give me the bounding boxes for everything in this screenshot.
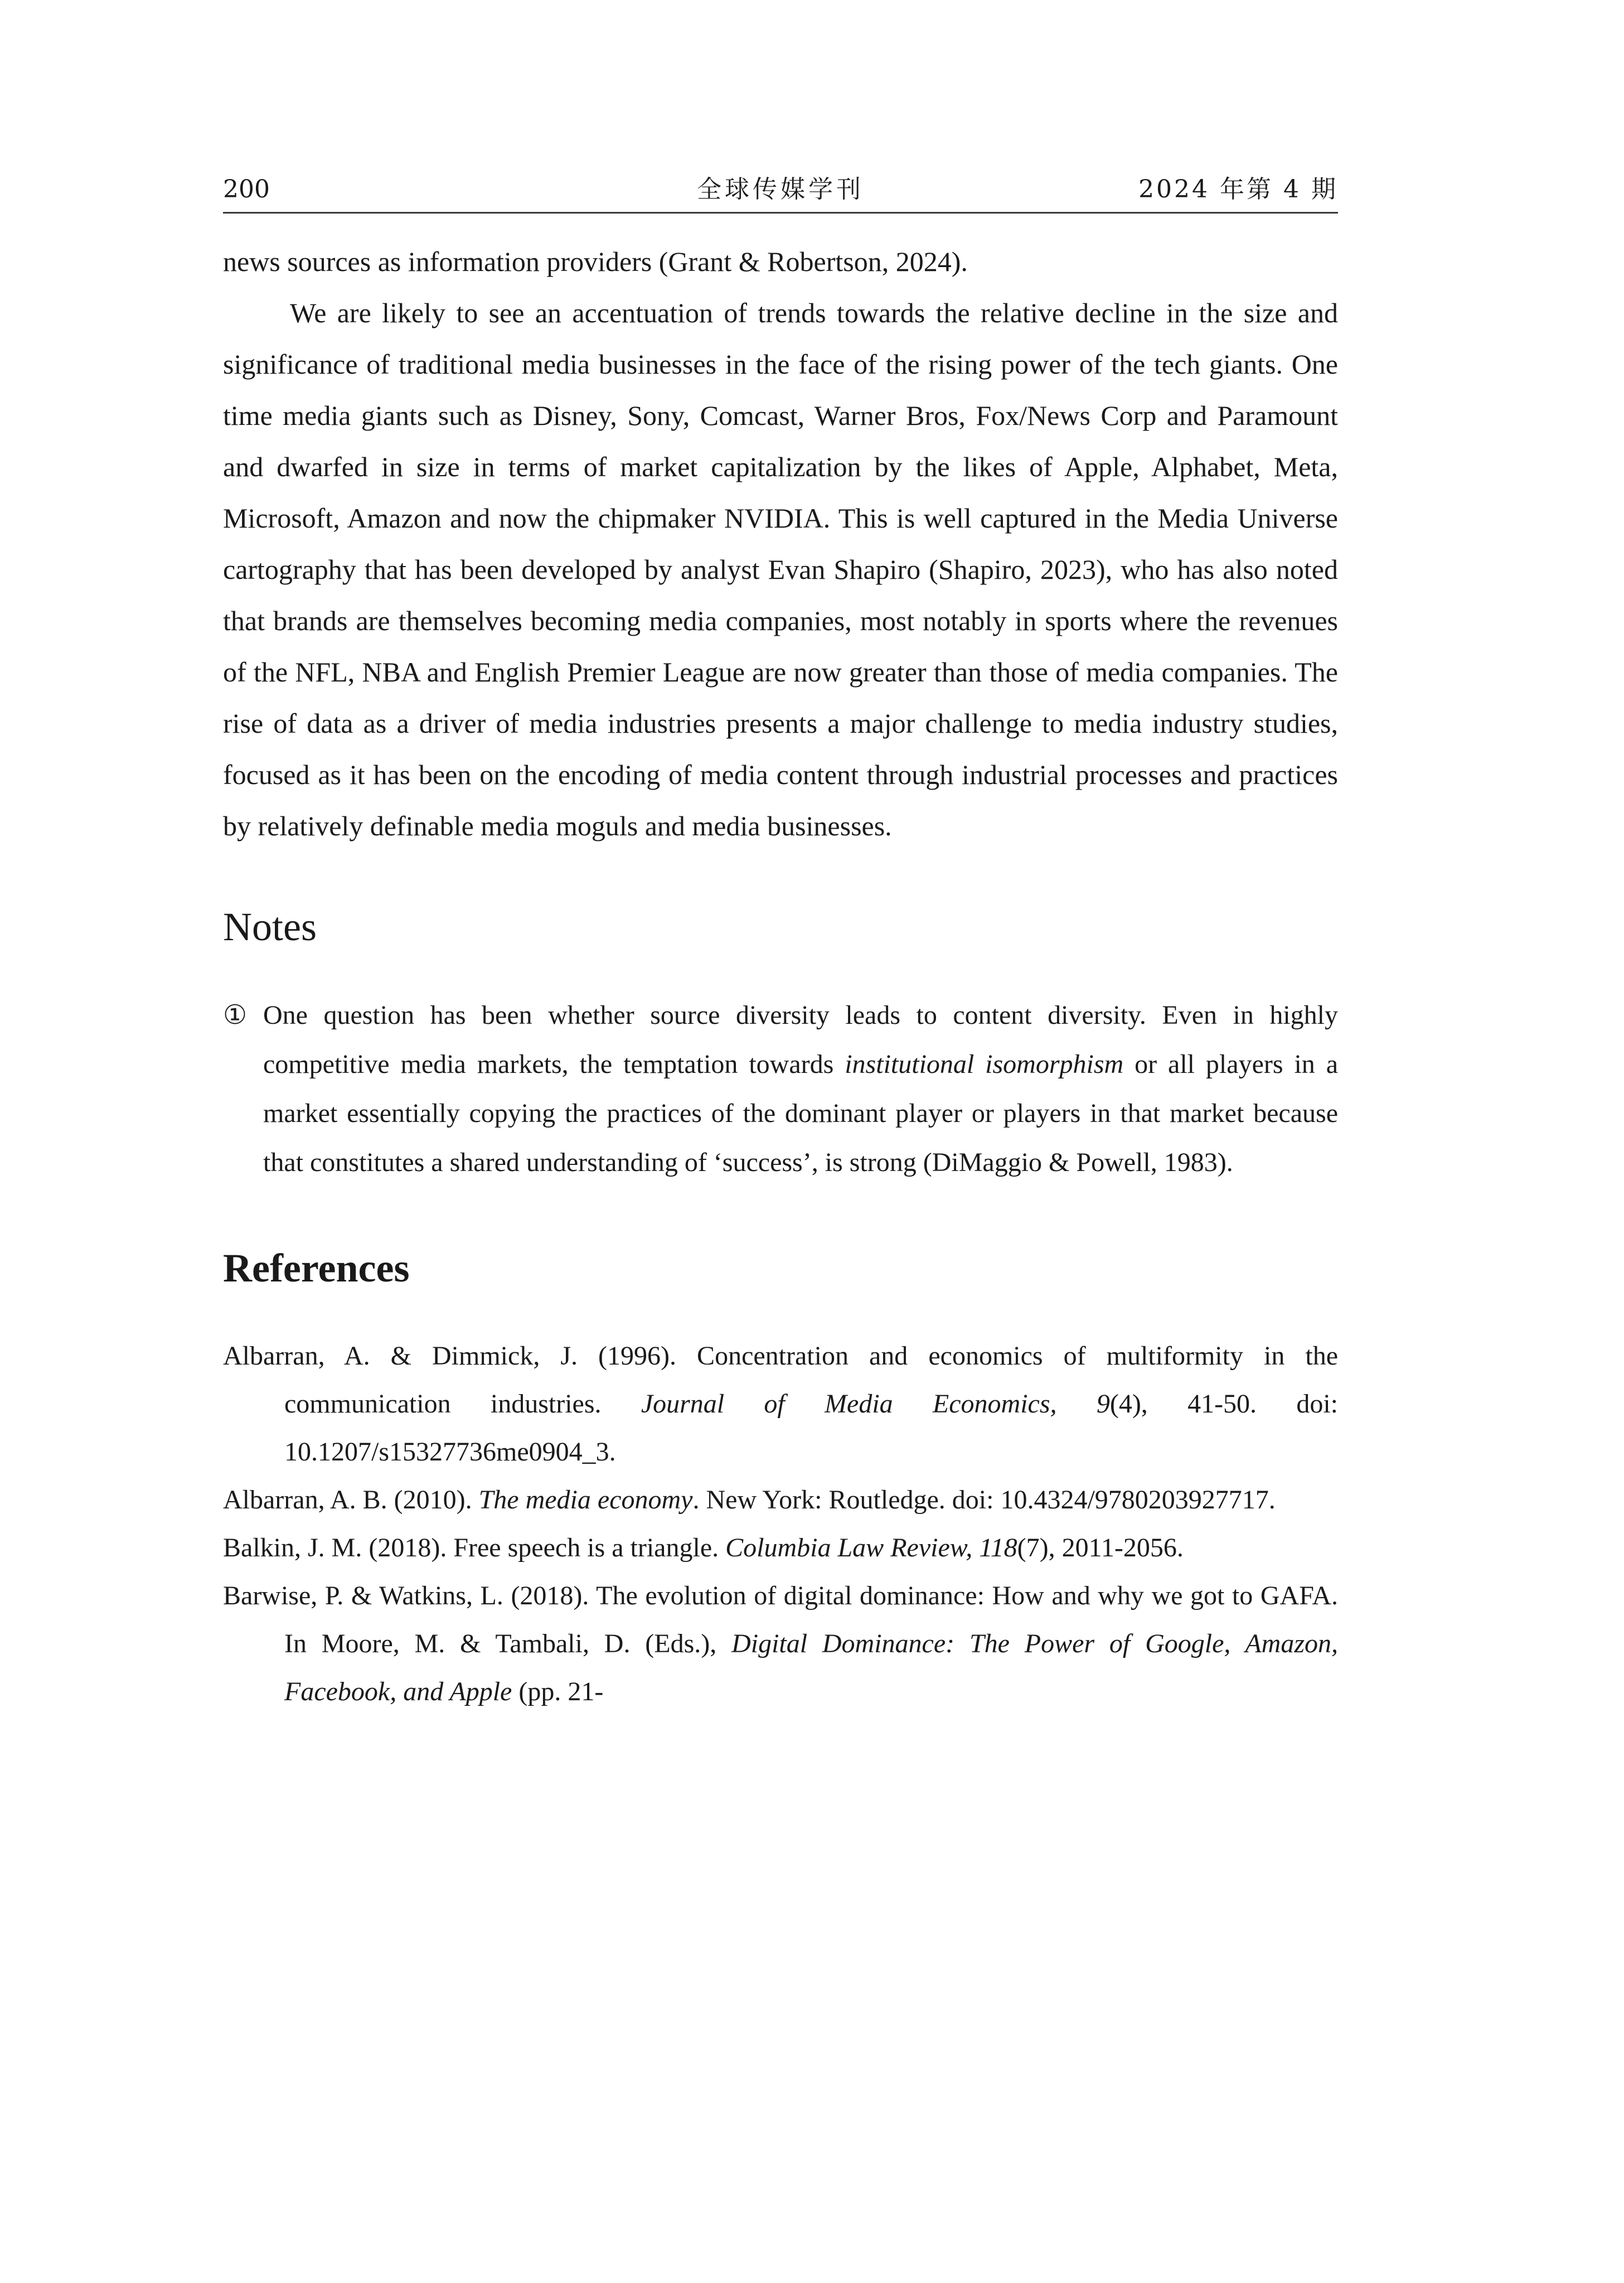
reference-source: Digital Dominance: The Power of Google, Amazon, Facebook, and Apple [284, 1629, 1338, 1706]
note-text: One question has been whether source diversity leads to content diversity. Even in highly competitive media markets, the temptation towards [263, 1000, 1338, 1079]
note-italic-term: institutional isomorphism [845, 1049, 1124, 1079]
reference-text: Barwise, P. & Watkins, L. (2018). The evolution of digital dominance: How and why we got to GAFA. In Moore, M. & Tambali, D. (Eds.), [223, 1581, 1338, 1658]
reference-text: Albarran, A. & Dimmick, J. (1996). Concentration and economics of multiformity in the communication industries. [223, 1341, 1338, 1419]
paragraph: We are likely to see an accentuation of trends towards the relative decline in the size and significance of traditional media businesses in the face of the rising power of the tech giants. One time media giants such as Disney, Sony, Comcast, Warner Bros, Fox/News Corp and Paramount and dwarfed in size in terms of market capitalization by the likes of Apple, Alphabet, Meta, Microsoft, Amazon and now the chipmaker NVIDIA. This is well captured in the Media Universe cartography that has been developed by analyst Evan Shapiro (Shapiro, 2023), who has also noted that brands are themselves becoming media companies, most notably in sports where the revenues of the NFL, NBA and English Premier League are now greater than those of media companies. The rise of data as a driver of media industries presents a major challenge to media industry studies, focused as it has been on the encoding of media content through industrial processes and practices by relatively definable media moguls and media businesses. [223, 297, 1338, 841]
reference-item [223, 1524, 1338, 1572]
paragraph-continued: news sources as information providers (Grant & Robertson, 2024). [223, 246, 968, 277]
page-number: 200 [223, 175, 270, 204]
reference-text: (7), 2011-2056. [1017, 1533, 1184, 1563]
reference-source: The media economy [478, 1485, 693, 1515]
page [223, 167, 1338, 1716]
issue-label: 2024 年第 4 期 [1138, 175, 1338, 204]
notes-heading: Notes [223, 905, 317, 949]
reference-source: Journal of Media Economics, 9 [641, 1389, 1110, 1419]
reference-text: Albarran, A. B. (2010). [223, 1485, 479, 1515]
reference-item [223, 1332, 1338, 1476]
body-text [223, 236, 1338, 852]
reference-source: Columbia Law Review, 118 [725, 1533, 1017, 1563]
reference-list [223, 1332, 1338, 1716]
reference-text: (pp. 21- [512, 1677, 604, 1706]
note-marker: ① [223, 1000, 248, 1030]
references-heading: References [223, 1246, 410, 1290]
reference-text: (4), 41-50. doi: 10.1207/s15327736me0904_3. [284, 1389, 1339, 1467]
journal-title: 全球传媒学刊 [697, 175, 864, 204]
reference-item [223, 1476, 1338, 1524]
reference-text: Balkin, J. M. (2018). Free speech is a triangle. [223, 1533, 726, 1563]
reference-text: . New York: Routledge. doi: 10.4324/9780203927717. [692, 1485, 1276, 1515]
running-header [223, 167, 1338, 214]
note-text: or all players in a market essentially copying the practices of the dominant player or players in that market because that constitutes a shared understanding of ‘success’, is strong (DiMaggio & Powell, 1983). [263, 1049, 1339, 1177]
reference-item [223, 1572, 1338, 1716]
note-item [223, 991, 1338, 1187]
